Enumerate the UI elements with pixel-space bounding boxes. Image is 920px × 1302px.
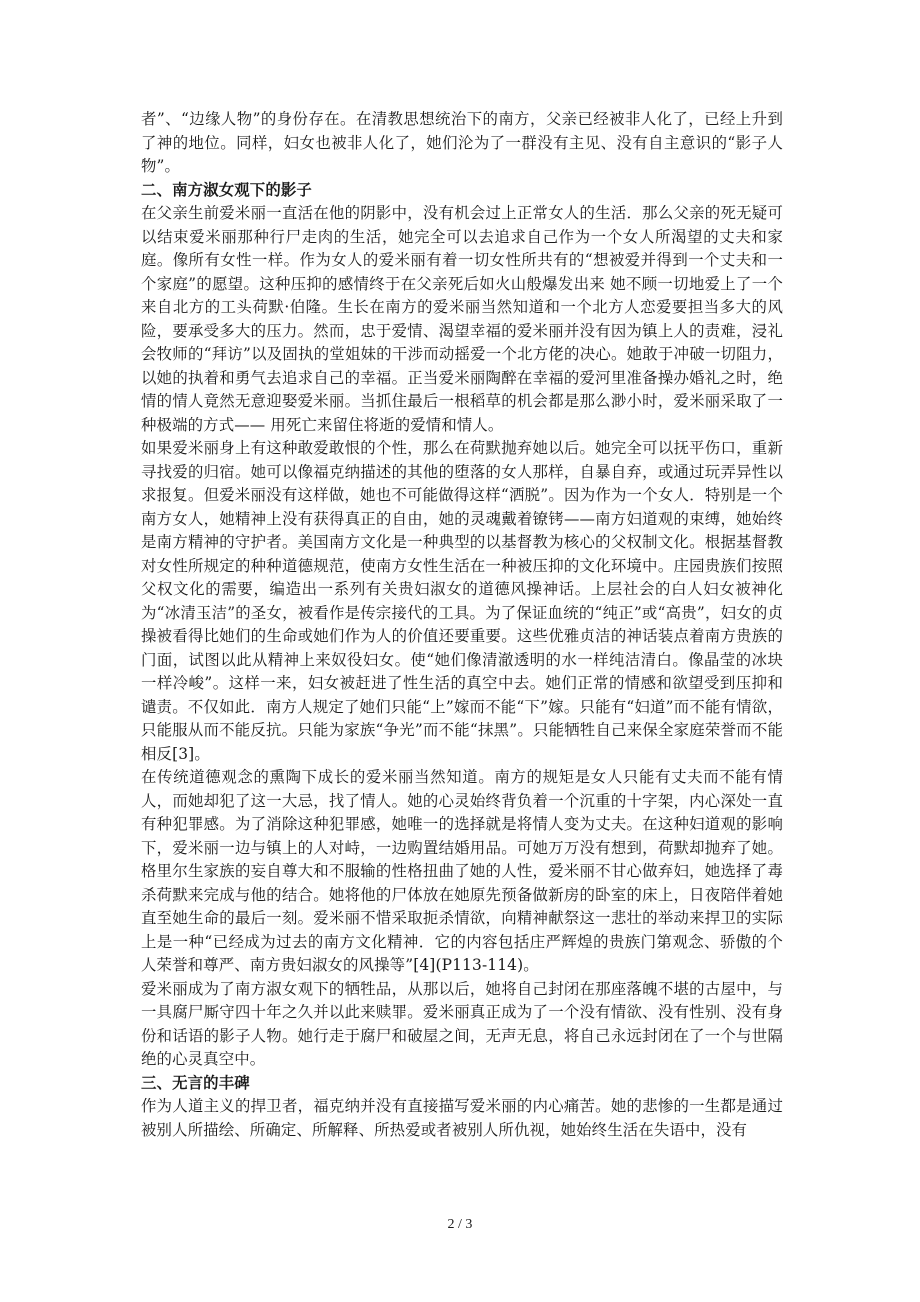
paragraph: 作为人道主义的捍卫者，福克纳并没有直接描写爱米丽的内心痛苦。她的悲惨的一生都是通过被别人所描绘、所确定、所解释、所热爱或者被别人所仇视，她始终生活在失语中，没有	[141, 1097, 783, 1139]
section-heading-2: 二、南方淑女观下的影子	[141, 180, 312, 199]
paragraph: 在父亲生前爱米丽一直活在他的阴影中，没有机会过上正常女人的生活．那么父亲的死无疑可以结束爱米丽那种行尸走肉的生活，她完全可以去追求自己作为一个女人所渴望的丈夫和家庭。像所有女性一样。作为女人的爱米丽有着一切女性所共有的“想被爱并得到一个丈夫和一个家庭”的愿望。这种压抑的感情终于在父亲死后如火山般爆发出来 她不顾一切地爱上了一个来自北方的工头荷默·伯隆。生长在南方的爱米丽当然知道和一个北方人恋爱要担当多大的风险，要承受多大的压力。然而，忠于爱情、渴望幸福的爱米丽并没有因为镇上人的责难，浸礼会牧师的“拜访”以及固执的堂姐妹的干涉而动摇爱一个北方佬的决心。她敢于冲破一切阻力，以她的执着和勇气去追求自己的幸福。正当爱米丽陶醉在幸福的爱河里准备操办婚礼之时，绝情的情人竟然无意迎娶爱米丽。当抓住最后一根稻草的机会都是那么渺小时，爱米丽采取了一种极端的方式—— 用死亡来留住将逝的爱情和情人。	[141, 204, 783, 434]
paragraph-continuation: 者”、“边缘人物”的身份存在。在清教思想统治下的南方，父亲已经被非人化了，已经上升到了神的地位。同样，妇女也被非人化了，她们沦为了一群没有主见、没有自主意识的“影子人物”。	[141, 110, 783, 175]
section-heading-3: 三、无言的丰碑	[141, 1073, 250, 1092]
paragraph: 如果爱米丽身上有这种敢爱敢恨的个性，那么在荷默抛弃她以后。她完全可以抚平伤口，重新寻找爱的归宿。她可以像福克纳描述的其他的堕落的女人那样，自暴自弃，或通过玩弄异性以求报复。但爱米丽没有这样做，她也不可能做得这样“洒脱”。因为作为一个女人．特别是一个南方女人，她精神上没有获得真正的自由，她的灵魂戴着镣铐——南方妇道观的束缚，她始终是南方精神的守护者。美国南方文化是一种典型的以基督教为核心的父权制文化。根据基督教对女性所规定的种种道德规范，使南方女性生活在一种被压抑的文化环境中。庄园贵族们按照父权文化的需要，编造出一系列有关贵妇淑女的道德风操神话。上层社会的白人妇女被神化为“冰清玉洁”的圣女，被看作是传宗接代的工具。为了保证血统的“纯正”或“高贵”，妇女的贞操被看得比她们的生命或她们作为人的价值还要重要。这些优雅贞洁的神话装点着南方贵族的门面，试图以此从精神上来奴役妇女。使“她们像清澈透明的水一样纯洁清白。像晶莹的冰块一样冷峻”。这样一来，妇女被赶进了性生活的真空中去。她们正常的情感和欲望受到压抑和谴责。不仅如此．南方人规定了她们只能“上”嫁而不能“下”嫁。只能有“妇道”而不能有情欲，只能服从而不能反抗。只能为家族“争光”而不能“抹黑”。只能牺牲自己来保全家庭荣誉而不能相反[3]。	[141, 439, 783, 763]
page-body	[141, 108, 783, 1142]
paragraph: 在传统道德观念的熏陶下成长的爱米丽当然知道。南方的规矩是女人只能有丈夫而不能有情人，而她却犯了这一大忌，找了情人。她的心灵始终背负着一个沉重的十字架，内心深处一直有种犯罪感。为了消除这种犯罪感，她唯一的选择就是将情人变为丈夫。在这种妇道观的影响下，爱米丽一边与镇上的人对峙，一边购置结婚用品。可她万万没有想到，荷默却抛弃了她。格里尔生家族的妄自尊大和不服输的性格扭曲了她的人性，爱米丽不甘心做弃妇，她选择了毒杀荷默来完成与他的结合。她将他的尸体放在她原先预备做新房的卧室的床上，日夜陪伴着她直至她生命的最后一刻。爱米丽不惜采取扼杀情欲，向精神献祭这一悲壮的举动来捍卫的实际上是一种“已经成为过去的南方文化精神．它的内容包括庄严辉煌的贵族门第观念、骄傲的个人荣誉和尊严、南方贵妇淑女的风操等”[4](P113-114)。	[141, 768, 783, 974]
page-number: 2 / 3	[447, 1217, 473, 1232]
paragraph: 爱米丽成为了南方淑女观下的牺牲品，从那以后，她将自己封闭在那座落魄不堪的古屋中，与一具腐尸厮守四十年之久并以此来赎罪。爱米丽真正成为了一个没有情欲、没有性别、没有身份和话语的影子人物。她行走于腐尸和破屋之间，无声无息，将自己永远封闭在了一个与世隔绝的心灵真空中。	[141, 979, 783, 1068]
